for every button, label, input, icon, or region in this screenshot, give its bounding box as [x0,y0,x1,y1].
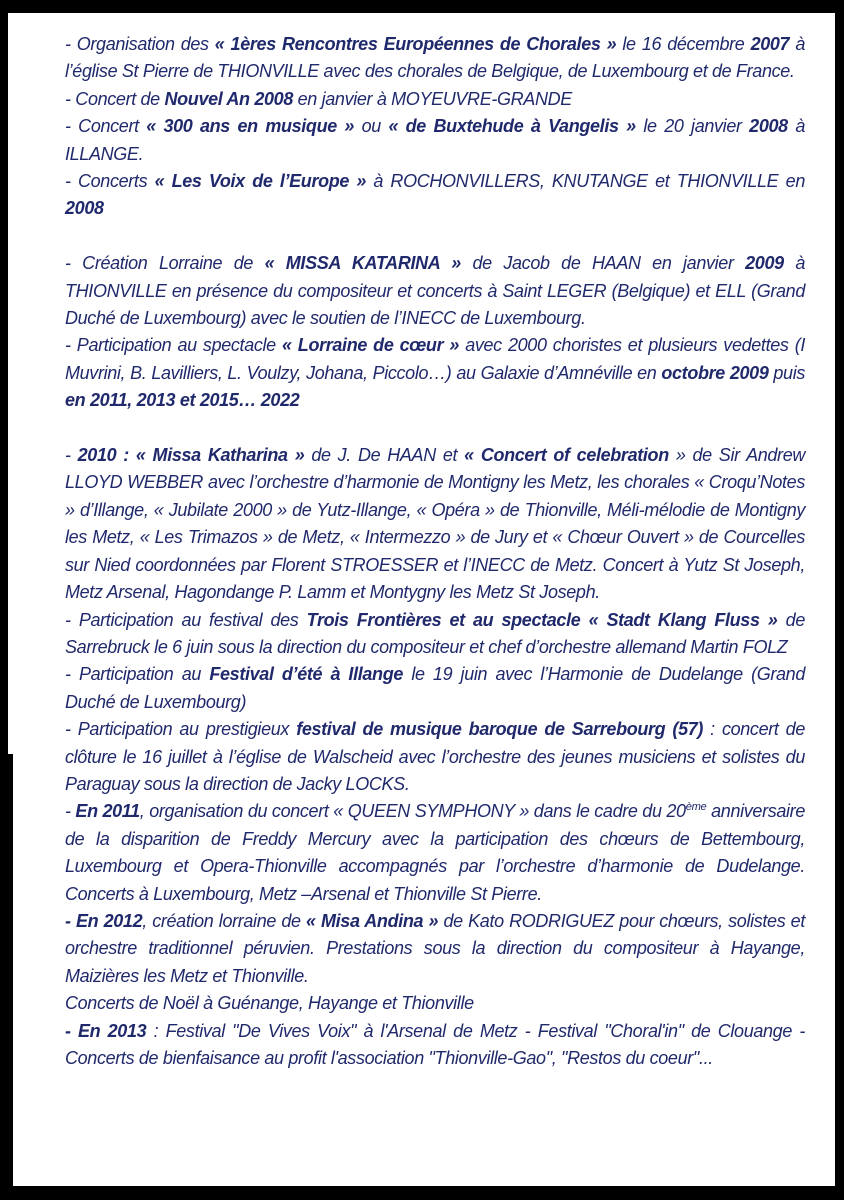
text-run: le 19 juin avec l’Harmonie de Dudelange (Grand Duché de Luxembourg) [65,664,805,712]
text-run: : Festival "De Vives Voix" à l'Arsenal de Metz - Festival "Choral'in" de Clouange - Concerts de bienfaisance au profit l'association "Thionville-Gao", "Restos du coeur"... [65,1020,805,1068]
bold-text-run: en 2011, 2013 et 2015… 2022 [65,390,300,411]
text-run: ou [354,116,389,137]
text-run: - Participation au prestigieux [65,719,297,740]
text-run: le 16 décembre [616,34,751,54]
paragraph [65,661,805,716]
text-run: puis [768,362,806,383]
paragraph [65,442,805,606]
text-run: - Concerts [65,171,155,192]
paragraph [65,716,805,798]
paragraph [65,86,805,113]
text-run: à l’église St Pierre de THIONVILLE avec des chorales de Belgique, de Luxembourg et de France. [65,34,805,82]
bold-text-run: « Les Voix de l’Europe » [154,171,367,192]
document-page [8,13,835,1186]
bold-text-run: Festival d’été à Illange [209,664,404,685]
bold-text-run: 2010 : « Missa Katharina » [77,445,305,466]
paragraph [65,332,805,414]
text-run: de Jacob de HAAN en janvier [460,253,746,274]
bold-text-run: festival de musique baroque de Sarrebourg (57) [296,719,704,740]
text-run: à THIONVILLE en présence du compositeur et concerts à Saint LEGER (Belgique) et ELL (Grand Duché de Luxembourg) avec le soutien de l’INECC de Luxembourg. [65,253,805,329]
text-run: - [65,801,76,822]
bold-text-run: « 300 ans en musique » [146,116,355,137]
bold-text-run: « MISSA KATARINA » [264,253,461,274]
bold-text-run: « Misa Andina » [306,910,439,931]
text-run: » de Sir Andrew LLOYD WEBBER avec l’orchestre d’harmonie de Montigny les Metz, les chorales « Croqu’Notes » d’Illange, « Jubilate 2000 » de Yutz-Illange, « Opéra » de Thionville, Méli-mélodie de Montigny les Metz, « Les Trimazos » de Metz, « Intermezzo » de Jury et « Chœur Ouvert » de Courcelles sur Nied coordonnées par Florent STROESSER et l’INECC de Metz. Concert à Yutz St Joseph, Metz Arsenal, Hagondange P. Lamm et Montygny les Metz St Joseph. [65,445,806,603]
paragraph [65,1018,805,1073]
text-run: - Participation au spectacle [65,335,282,356]
page-edge-notch [0,754,13,1186]
paragraph [65,798,805,908]
paragraph [65,908,805,990]
text-run: - Participation au [65,664,210,685]
text-run: de Sarrebruck le 6 juin sous la direction du compositeur et chef d’orchestre allemand Martin FOLZ [65,609,805,657]
text-run: avec 2000 choristes et plusieurs vedettes (I Muvrini, B. Lavilliers, L. Voulzy, Johana, Piccolo…) au Galaxie d’Amnéville en [65,335,805,383]
text-run: à ROCHONVILLERS, KNUTANGE et THIONVILLE en [366,171,805,192]
bold-text-run: - En 2012 [65,910,143,931]
bold-text-run: octobre 2009 [661,362,769,383]
text-run: le 20 janvier [635,116,750,137]
bold-text-run: « 1ères Rencontres Européennes de Chorales » [214,34,617,54]
bold-text-run: 2009 [745,253,784,274]
bold-text-run: 2008 [749,116,788,137]
text-run: - Participation au festival des [65,609,307,630]
text-run: en janvier à MOYEUVRE-GRANDE [292,88,572,109]
text-run: - Concert de [65,88,165,109]
text-run: - Concert [65,116,147,137]
paragraph [65,607,805,662]
superscript-text-run: ème [685,801,707,814]
bold-text-run: 2008 [65,198,104,219]
text-run: - [65,445,78,466]
bold-text-run: « Concert of celebration [464,445,669,466]
text-run: , création lorraine de [142,910,307,931]
document-text [65,31,805,1072]
text-run: - Création Lorraine de [65,253,265,274]
text-run: : concert de clôture le 16 juillet à l’église de Walscheid avec l’orchestre des jeunes musiciens et solistes du Paraguay sous la direction de Jacky LOCKS. [65,719,805,794]
text-run: de Kato RODRIGUEZ pour chœurs, solistes et orchestre traditionnel péruvien. Prestations sous la direction du compositeur à Hayange, Maizières les Metz et Thionville. [65,910,805,986]
text-run: de J. De HAAN et [304,445,465,466]
bold-text-run: 2007 [750,34,790,54]
text-run: Concerts de Noël à Guénange, Hayange et Thionville [65,993,474,1014]
bold-text-run: Trois Frontières et au spectacle « Stadt Klang Fluss » [306,609,778,630]
text-run: à ILLANGE. [65,116,806,164]
text-run: - Organisation des [65,34,215,54]
bold-text-run: En 2011 [75,801,140,822]
paragraph [65,250,805,332]
paragraph [65,990,805,1017]
bold-text-run: « Lorraine de cœur » [281,335,460,356]
paragraph [65,113,805,168]
paragraph [65,31,805,86]
paragraph [65,168,805,223]
text-run: anniversaire de la disparition de Freddy Mercury avec la participation des chœurs de Bettembourg, Luxembourg et Opera-Thionville accompagnés par l’orchestre d’harmonie de Dudelange. Concerts à Luxembourg, Metz –Arsenal et Thionville St Pierre. [65,801,805,904]
bold-text-run: « de Buxtehude à Vangelis » [388,116,636,137]
text-run: , organisation du concert « QUEEN SYMPHONY » dans le cadre du 20 [139,801,686,822]
bold-text-run: Nouvel An 2008 [164,88,293,109]
bold-text-run: - En 2013 [65,1020,147,1041]
text-run [686,801,707,821]
